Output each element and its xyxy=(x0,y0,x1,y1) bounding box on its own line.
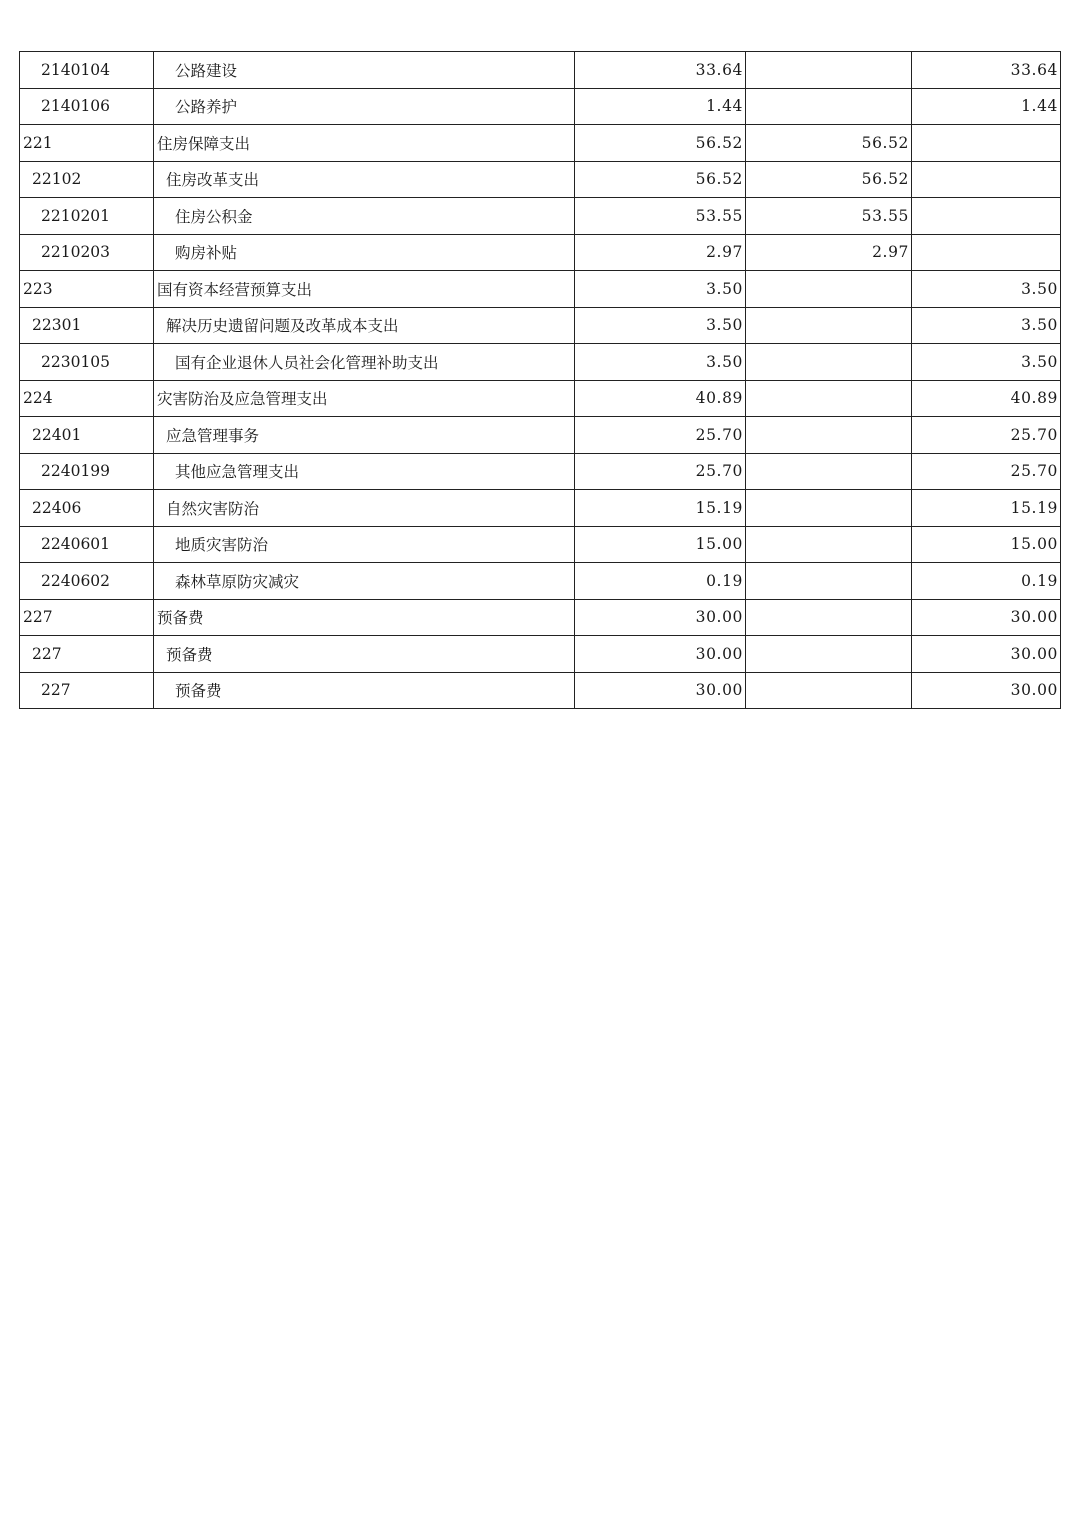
row-total-cell: 3.50 xyxy=(575,271,746,308)
row-project-cell: 15.19 xyxy=(912,490,1061,527)
row-code-cell: 227 xyxy=(20,636,154,673)
table-row xyxy=(20,672,1061,709)
row-total-cell: 53.55 xyxy=(575,198,746,235)
row-project-cell: 33.64 xyxy=(912,52,1061,89)
row-code-cell: 22401 xyxy=(20,417,154,454)
row-basic-cell xyxy=(746,417,912,454)
row-code-cell: 2240601 xyxy=(20,526,154,563)
table-row xyxy=(20,417,1061,454)
row-name-cell: 灾害防治及应急管理支出 xyxy=(154,380,575,417)
row-total-cell: 15.00 xyxy=(575,526,746,563)
row-total-cell: 25.70 xyxy=(575,417,746,454)
row-code-cell: 2140106 xyxy=(20,88,154,125)
row-name-cell: 住房保障支出 xyxy=(154,125,575,162)
row-code-cell: 2140104 xyxy=(20,52,154,89)
row-project-cell: 40.89 xyxy=(912,380,1061,417)
row-name-cell: 自然灾害防治 xyxy=(154,490,575,527)
row-total-cell: 40.89 xyxy=(575,380,746,417)
row-basic-cell: 2.97 xyxy=(746,234,912,271)
row-project-cell: 25.70 xyxy=(912,453,1061,490)
row-code-cell: 223 xyxy=(20,271,154,308)
budget-expenditure-table xyxy=(19,51,1061,709)
row-name-cell: 地质灾害防治 xyxy=(154,526,575,563)
row-project-cell: 30.00 xyxy=(912,672,1061,709)
row-project-cell: 30.00 xyxy=(912,636,1061,673)
row-total-cell: 25.70 xyxy=(575,453,746,490)
table-row xyxy=(20,636,1061,673)
row-basic-cell xyxy=(746,271,912,308)
row-total-cell: 56.52 xyxy=(575,161,746,198)
table-row xyxy=(20,234,1061,271)
row-basic-cell xyxy=(746,563,912,600)
row-total-cell: 0.19 xyxy=(575,563,746,600)
row-code-cell: 221 xyxy=(20,125,154,162)
row-project-cell xyxy=(912,161,1061,198)
row-name-cell: 预备费 xyxy=(154,599,575,636)
row-project-cell xyxy=(912,125,1061,162)
table-row xyxy=(20,344,1061,381)
row-total-cell: 3.50 xyxy=(575,307,746,344)
row-project-cell: 1.44 xyxy=(912,88,1061,125)
table-row xyxy=(20,88,1061,125)
row-code-cell: 22301 xyxy=(20,307,154,344)
row-name-cell: 国有企业退休人员社会化管理补助支出 xyxy=(154,344,575,381)
table-row xyxy=(20,453,1061,490)
row-total-cell: 56.52 xyxy=(575,125,746,162)
row-code-cell: 2240602 xyxy=(20,563,154,600)
row-total-cell: 30.00 xyxy=(575,599,746,636)
row-total-cell: 1.44 xyxy=(575,88,746,125)
table-row xyxy=(20,125,1061,162)
row-name-cell: 公路建设 xyxy=(154,52,575,89)
row-total-cell: 3.50 xyxy=(575,344,746,381)
row-name-cell: 公路养护 xyxy=(154,88,575,125)
table-row xyxy=(20,161,1061,198)
table-row xyxy=(20,526,1061,563)
row-basic-cell xyxy=(746,636,912,673)
table-row xyxy=(20,490,1061,527)
row-project-cell: 25.70 xyxy=(912,417,1061,454)
table-row xyxy=(20,52,1061,89)
table-row xyxy=(20,380,1061,417)
row-code-cell: 224 xyxy=(20,380,154,417)
row-basic-cell xyxy=(746,490,912,527)
row-code-cell: 2230105 xyxy=(20,344,154,381)
row-basic-cell xyxy=(746,88,912,125)
budget-table-body xyxy=(20,52,1061,709)
row-basic-cell xyxy=(746,344,912,381)
row-name-cell: 森林草原防灾减灾 xyxy=(154,563,575,600)
row-basic-cell xyxy=(746,599,912,636)
row-project-cell: 3.50 xyxy=(912,344,1061,381)
row-project-cell: 30.00 xyxy=(912,599,1061,636)
row-basic-cell xyxy=(746,380,912,417)
row-project-cell: 15.00 xyxy=(912,526,1061,563)
row-basic-cell xyxy=(746,526,912,563)
row-code-cell: 2210203 xyxy=(20,234,154,271)
row-basic-cell xyxy=(746,52,912,89)
row-total-cell: 15.19 xyxy=(575,490,746,527)
table-row xyxy=(20,599,1061,636)
row-basic-cell: 56.52 xyxy=(746,161,912,198)
table-row xyxy=(20,271,1061,308)
row-code-cell: 22406 xyxy=(20,490,154,527)
row-total-cell: 33.64 xyxy=(575,52,746,89)
row-name-cell: 国有资本经营预算支出 xyxy=(154,271,575,308)
row-code-cell: 22102 xyxy=(20,161,154,198)
row-project-cell: 3.50 xyxy=(912,271,1061,308)
row-basic-cell xyxy=(746,672,912,709)
table-row xyxy=(20,307,1061,344)
table-row xyxy=(20,198,1061,235)
row-name-cell: 预备费 xyxy=(154,636,575,673)
row-code-cell: 227 xyxy=(20,599,154,636)
row-project-cell xyxy=(912,234,1061,271)
row-project-cell: 3.50 xyxy=(912,307,1061,344)
row-code-cell: 227 xyxy=(20,672,154,709)
row-total-cell: 30.00 xyxy=(575,672,746,709)
row-basic-cell xyxy=(746,453,912,490)
row-code-cell: 2210201 xyxy=(20,198,154,235)
table-row xyxy=(20,563,1061,600)
row-name-cell: 其他应急管理支出 xyxy=(154,453,575,490)
row-total-cell: 2.97 xyxy=(575,234,746,271)
row-name-cell: 住房改革支出 xyxy=(154,161,575,198)
row-project-cell xyxy=(912,198,1061,235)
row-name-cell: 预备费 xyxy=(154,672,575,709)
row-project-cell: 0.19 xyxy=(912,563,1061,600)
row-total-cell: 30.00 xyxy=(575,636,746,673)
row-name-cell: 购房补贴 xyxy=(154,234,575,271)
row-code-cell: 2240199 xyxy=(20,453,154,490)
row-name-cell: 住房公积金 xyxy=(154,198,575,235)
row-name-cell: 应急管理事务 xyxy=(154,417,575,454)
row-name-cell: 解决历史遗留问题及改革成本支出 xyxy=(154,307,575,344)
row-basic-cell: 53.55 xyxy=(746,198,912,235)
row-basic-cell: 56.52 xyxy=(746,125,912,162)
row-basic-cell xyxy=(746,307,912,344)
